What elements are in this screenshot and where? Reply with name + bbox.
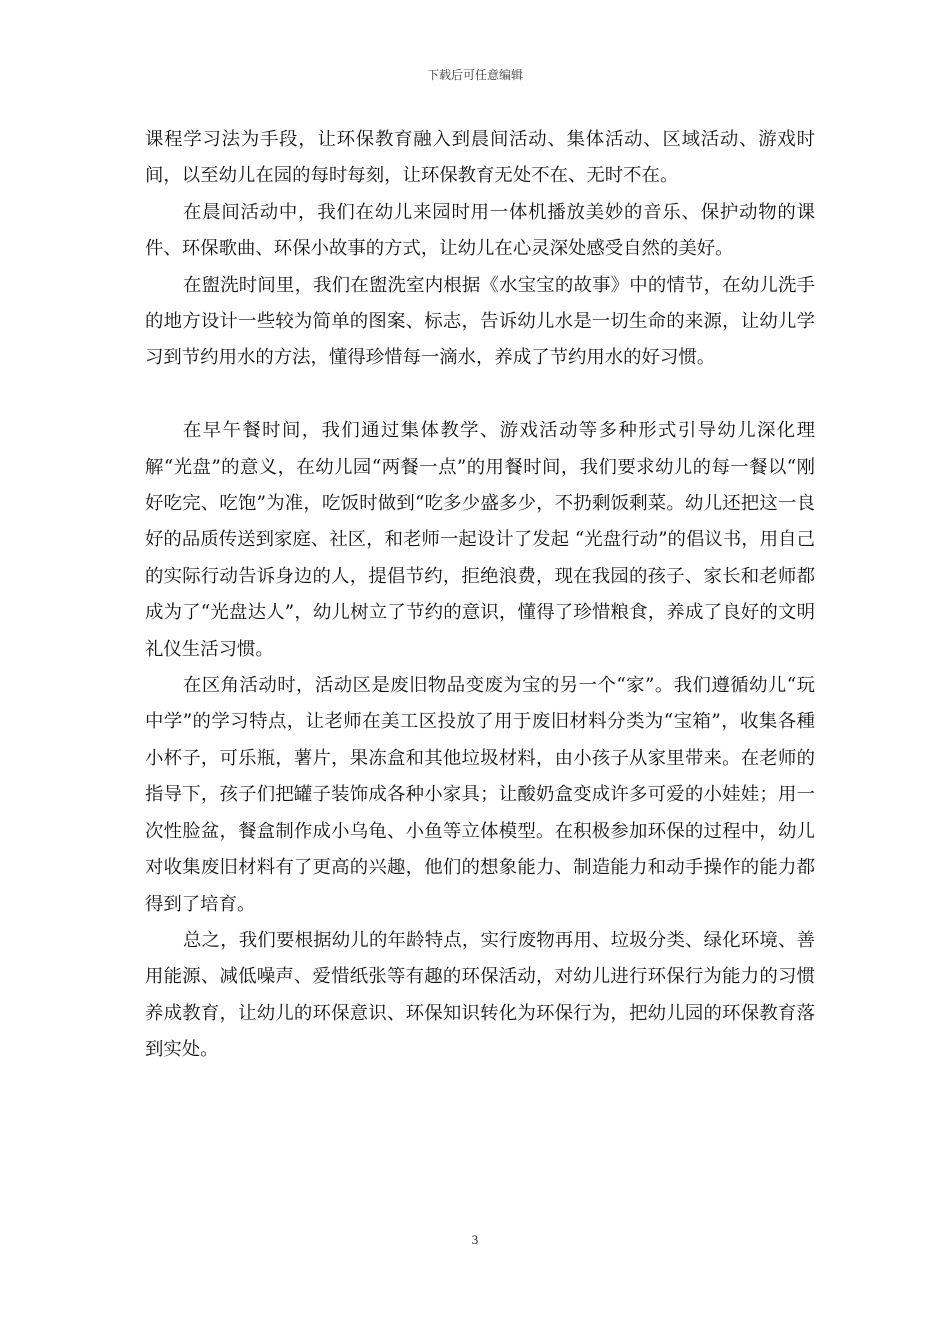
paragraph-corner-activities: 在区角活动时，活动区是废旧物品变废为宝的另一个“家”。我们遵循幼儿“玩中学”的学习特点，让老师在美工区投放了用于废旧材料分类为“宝箱”，收集各種小杯子，可乐瓶，薯片，果冻盒和其他垃圾材料，由小孩子从家里带来。在老师的指导下，孩子们把罐子装饰成各种小家具；让酸奶盒变成许多可爱的小娃娃；用一次性脸盆，餐盒制作成小乌龟、小鱼等立体模型。在积极参加环保的过程中，幼儿对收集废旧材料有了更高的兴趣，他们的想象能力、制造能力和动手操作的能力都得到了培育。	[145, 675, 815, 915]
page-number: 3	[471, 1232, 479, 1247]
page-header: 下载后可任意编辑	[426, 68, 523, 82]
paragraph-conclusion: 总之，我们要根据幼儿的年龄特点，实行废物再用、垃圾分类、绿化环境、善用能源、减低噪声、爱惜纸张等有趣的环保活动，对幼儿进行环保行为能力的习惯养成教育，让幼儿的环保意识、环保知识转化为环保行为，把幼儿园的环保教育落到实处。	[145, 929, 815, 1061]
paragraph-morning-activities: 在晨间活动中，我们在幼儿来园时用一体机播放美妙的音乐、保护动物的课件、环保歌曲、环保小故事的方式，让幼儿在心灵深处感受自然的美好。	[145, 201, 815, 260]
document-body	[145, 122, 815, 1069]
paragraph-gap	[145, 377, 815, 413]
paragraph-continuation: 课程学习法为手段，让环保教育融入到晨间活动、集体活动、区域活动、游戏时间，以至幼儿在园的每时每刻，让环保教育无处不在、无时不在。	[145, 129, 815, 187]
paragraph-washing-time: 在盥洗时间里，我们在盥洗室内根据《水宝宝的故事》中的情节，在幼儿洗手的地方设计一些较为简单的图案、标志，告诉幼儿水是一切生命的来源，让幼儿学习到节约用水的方法，懂得珍惜每一滴水，养成了节约用水的好习惯。	[145, 274, 815, 369]
paragraph-mealtime: 在早午餐时间，我们通过集体教学、游戏活动等多种形式引导幼儿深化理解“光盘”的意义，在幼儿园“两餐一点”的用餐时间，我们要求幼儿的每一餐以“刚好吃完、吃饱”为准，吃饭时做到“吃多少盛多少，不扔剩饭剩菜。幼儿还把这一良好的品质传送到家庭、社区，和老师一起设计了发起 “光盘行动”的倡议书，用自己的实际行动告诉身边的人，提倡节约，拒绝浪费，现在我园的孩子、家长和老师都成为了“光盘达人”，幼儿树立了节约的意识，懂得了珍惜粮食，养成了良好的文明礼仪生活习惯。	[145, 420, 815, 660]
